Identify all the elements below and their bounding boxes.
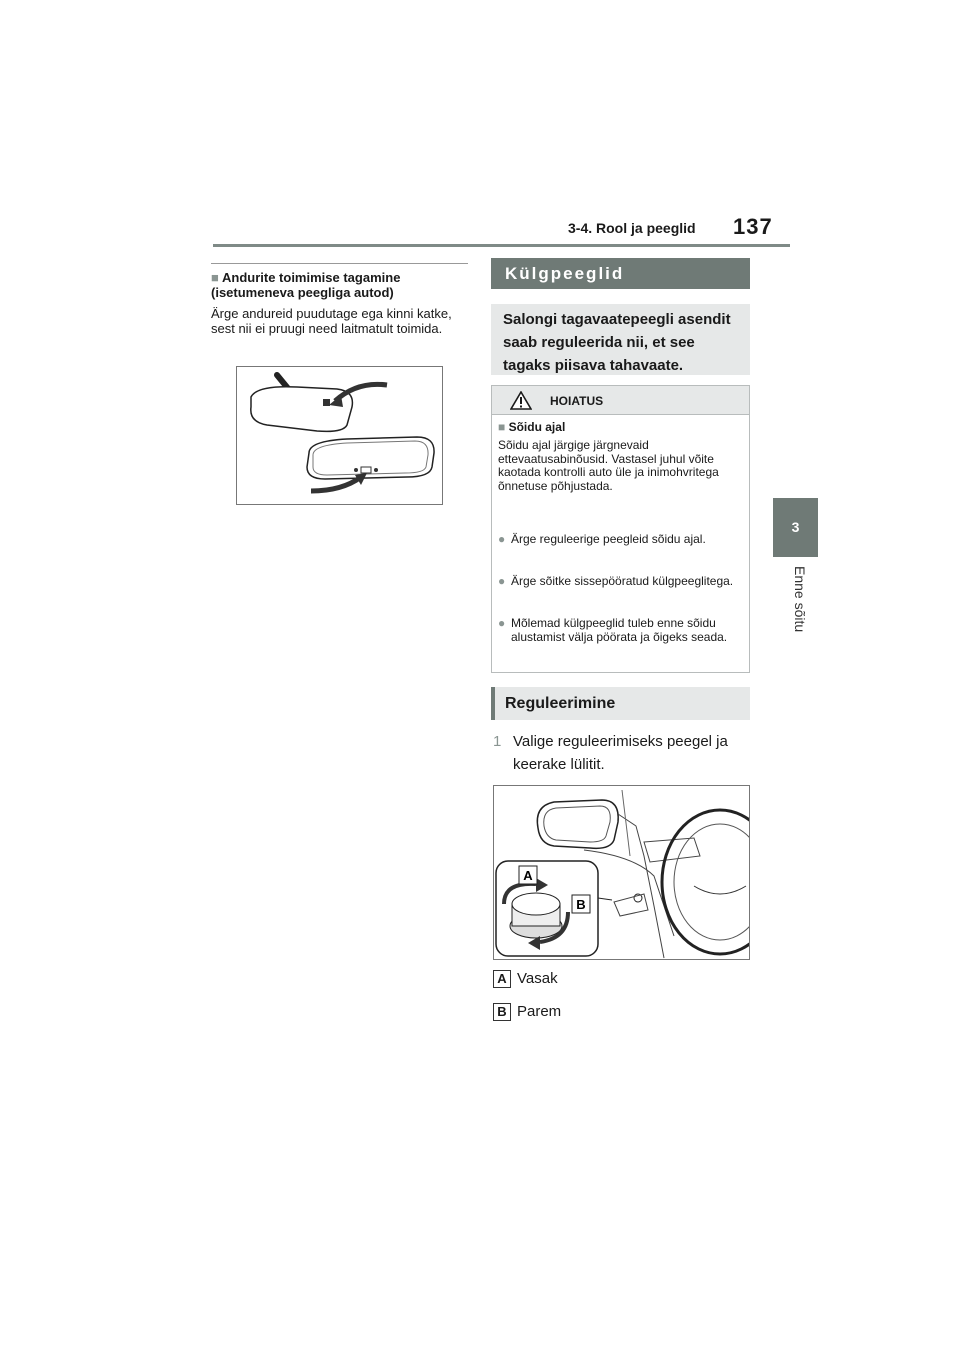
figure-label-a: A xyxy=(523,868,533,883)
warning-bullet xyxy=(498,575,743,589)
warning-body: Sõidu ajal järgige järgnevaid ettevaatusabinõusid. Vastasel juhul võite kaotada kontrolli auto üle ja inimohvritega õnnetuse põhjustada. xyxy=(498,438,719,493)
warning-bullet-text: Ärge sõitke sissepööratud külgpeeglitega. xyxy=(511,574,734,588)
warning-box xyxy=(491,385,750,673)
chapter-label: Enne sõitu xyxy=(792,566,808,633)
header-rule xyxy=(213,244,790,247)
lead-box: Salongi tagavaatepeegli asendit saab reguleerida nii, et see tagaks piisava tahavaate. xyxy=(491,304,750,375)
side-mirror-switch-illustration xyxy=(494,786,749,959)
warning-bullet xyxy=(498,617,743,644)
warning-triangle-icon xyxy=(510,391,532,410)
left-heading-text: Andurite toimimise tagamine (isetumeneva peegliga autod) xyxy=(211,270,401,300)
section-title: 3-4. Rool ja peeglid xyxy=(568,220,696,236)
legend-item xyxy=(493,1003,562,1021)
rearview-mirror-figure xyxy=(236,366,443,505)
rearview-mirror-illustration xyxy=(237,367,442,504)
step-text: Valige reguleerimiseks peegel ja keerake lülitit. xyxy=(513,733,728,773)
square-bullet-icon: ■ xyxy=(211,270,219,285)
legend-item xyxy=(493,970,558,988)
bullet-dot-icon: ● xyxy=(498,574,506,588)
warning-subheading xyxy=(498,420,565,434)
step-number: 1 xyxy=(493,733,502,750)
legend-text: Parem xyxy=(517,1003,562,1020)
side-mirror-switch-figure xyxy=(493,785,750,960)
warning-title: HOIATUS xyxy=(550,394,604,408)
figure-label-b: B xyxy=(576,897,586,912)
warning-subheading-text: Sõidu ajal xyxy=(508,420,566,434)
left-rule xyxy=(211,263,468,264)
left-heading xyxy=(211,270,461,300)
legend-badge: A xyxy=(493,970,511,988)
chapter-tab: 3 xyxy=(773,498,818,557)
section-banner: Külgpeeglid xyxy=(491,258,750,289)
page-number: 137 xyxy=(733,214,773,239)
warning-bullet xyxy=(498,533,743,547)
bullet-dot-icon: ● xyxy=(498,616,506,630)
subsection-heading: Reguleerimine xyxy=(491,687,750,720)
warning-bullet-text: Mõlemad külgpeeglid tuleb enne sõidu alustamist välja pöörata ja õigeks seada. xyxy=(511,616,728,644)
left-body: Ärge andureid puudutage ega kinni katke, sest nii ei pruugi need laitmatult toimida. xyxy=(211,306,452,336)
legend-text: Vasak xyxy=(517,970,558,987)
step-1 xyxy=(493,730,753,776)
bullet-dot-icon: ● xyxy=(498,532,506,546)
square-bullet-icon: ■ xyxy=(498,420,506,434)
warning-bullet-text: Ärge reguleerige peegleid sõidu ajal. xyxy=(511,532,706,546)
legend-badge: B xyxy=(493,1003,511,1021)
warning-header xyxy=(492,386,749,415)
